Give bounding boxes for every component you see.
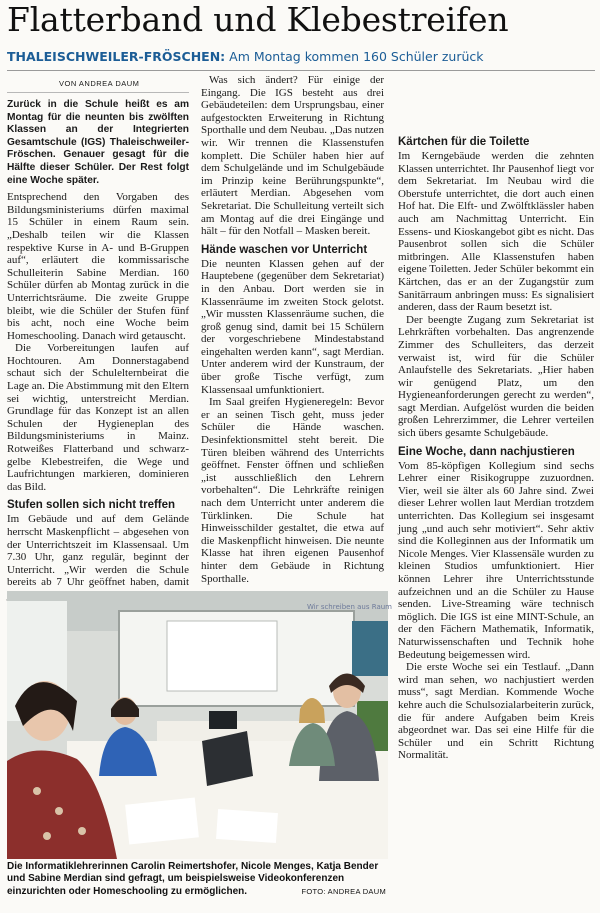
kicker-place: THALEISCHWEILER-FRÖSCHEN: <box>7 49 226 64</box>
paragraph: Was sich ändert? Für einige der Eingang. Die IGS besteht aus drei Gebäudeteilen: dem Ursprungsbau, einer aufgestockten Erweiterung in Richtung Sporthalle und dem Neubau. „Das nutzen wir. Wir trennen die Klassenstufen komplett. Die Schüler haben hier auf dem Schulgelände und im Schulgebäude im Prinzip keine Berührungspunkte“, erläutert Merdian. Abgesehen vom Sekretariat. Die Schulleitung verteilt sich am Montag auf die drei Eingänge und hält – für den Notfall – Masken bereit. <box>201 74 384 238</box>
photo-caption <box>7 861 388 898</box>
lead-paragraph: Zurück in die Schule heißt es am Montag für die neunten bis zwölften Klassen an der Integrierten Gesamtschule (IGS) Thaleischweiler-Fröschen. Genauer gesagt für die Hälfte dieser Schüler. Der Rest folgt eine Woche später. <box>7 99 189 186</box>
paragraph: Die neunten Klassen gehen auf der Hauptebene (gegenüber dem Sekretariat) in den Anbau. Dort werden sie in Klassenräume im zweiten Stock gelotst. „Wir mussten Klassenräume suchen, die groß genug sind, damit bei 15 Schülern der vorgeschriebene Mindestabstand eingehalten werden kann“, sagt Merdian. Unter anderem wird der Kunstraum, der über große Tische verfügt, zum Klassensaal umfunktioniert. <box>201 257 384 396</box>
paragraph: Im Gebäude und auf dem Gelände herrscht Maskenpflicht – abgesehen von der Unterrichtszeit im Klassensaal. Um 7.30 Uhr, ganz regulär, beginnt der Unterricht. „Wir werden die Schule bereits ab 7 Uhr geöffnet haben, damit <box>7 513 189 589</box>
subheading: Hände waschen vor Unterricht <box>201 243 368 256</box>
column-2 <box>201 74 384 586</box>
paragraph: Im Kerngebäude werden die zehnten Klassen unterrichtet. Ihr Pausenhof liegt vor dem Sekretariat. Im Neubau wird die Oberstufe unterrichtet, die dort auch einen Hof hat. Die Elft- und Zwölftklässler haben auch am Nachmittag Unterricht. Ein Essens- und Kioskangebot gibt es nicht. Das Pausenbrot sollen sich die Schüler mitbringen. Alle Klassenstufen haben eigene Toiletten. Jeder Schüler bekommt ein Kärtchen, das er an der Zugangstür zum Sanitärraum anbringen muss: Es signalisiert anderen, dass der Raum besetzt ist. <box>398 150 594 314</box>
paragraph: Der beengte Zugang zum Sekretariat ist Lehrkräften vorbehalten. Das angrenzende Zimmer des Schulleiters, das derzeit verwaist ist, wird für die Schüler Anlaufstelle des Sekretariats. „Hier haben wir genügend Platz, um den Hygieneanforderungen gerecht zu werden“, sagt Merdian. Aufgelöst wurden die beiden großen Lehrerzimmer, die Lehrer verteilen sich übers gesamte Schulgebäude. <box>398 313 594 440</box>
paragraph: Die Vorbereitungen laufen auf Hochtouren. Am Donnerstagabend schaut sich der Schulelternbeirat die Lage an. Die Abstimmung mit den Eltern sei wichtig, unterstreicht Merdian. Grundlage für das Konzept ist an allen Schulen der Hygieneplan des Bildungsministeriums in Mainz. Rotweißes Flatterband und schwarz-gelbe Klebestreifen, die Wege und Laufrichtungen markieren, dominieren das Bild. <box>7 342 189 493</box>
paragraph: Vom 85-köpfigen Kollegium sind sechs Lehrer einer Risikogruppe zuzuordnen. Vier, weil sie älter als 60 Jahre sind. Zwei dieser Lehrer wollen laut Merdian trotzdem unterrichten. Das Kollegium sei insgesamt jung „und auch sehr motiviert“. Sehr aktiv sind die Kolleginnen aus der Informatik um Nicole Menges. Vier Klassensäle wurden zu kleinen Studios umfunktioniert. Hier können Lehrer ihre Unterrichtsstunde aufzeichnen und an die Schüler zu Hause senden. Live-Streaming wäre technisch möglich. Die IGS ist eine MINT-Schule, an der den Fächern Mathematik, Informatik, Naturwissenschaften und Technik hohe Bedeutung beigemessen wird. <box>398 459 594 661</box>
photo-credit: FOTO: ANDREA DAUM <box>301 886 386 896</box>
headline: Flatterband und Klebestreifen <box>7 0 509 39</box>
subheading: Eine Woche, dann nachjustieren <box>398 445 575 458</box>
kicker <box>7 48 597 66</box>
caption-text: Die Informatiklehrerinnen Carolin Reimertshofer, Nicole Menges, Katja Bender und Sabine Merdian sind gefragt, um beispielsweise Videokonferenzen einzurichten oder Homeschooling zu ermöglichen. <box>7 861 379 897</box>
classroom-photo-illustration <box>7 591 392 859</box>
subheading: Stufen sollen sich nicht treffen <box>7 499 176 512</box>
headline-rule <box>7 70 595 71</box>
kicker-text: Am Montag kommen 160 Schüler zurück <box>229 49 484 64</box>
column-3 <box>398 74 594 912</box>
paragraph: Entsprechend den Vorgaben des Bildungsministeriums dürfen maximal 15 Schüler in einem Raum sein. „Deshalb teilen wir die Klassen respektive Kurse in A- und B-Gruppen auf“, erläutert die kommissarische Schulleiterin Sabine Merdian. 160 Schüler dürfen ab Montag zurück in die Unterrichtsräume. Die zweite Gruppe bleibt, wie die Schüler der Stufen fünf bis acht, noch eine Woche beim Homeschooling. Danach wird getauscht. <box>7 191 189 342</box>
paragraph: Die erste Woche sei ein Testlauf. „Dann wird man sehen, wo nachjustiert werden muss“, sagt Merdian. Kommende Woche kehre auch die Schulsozialarbeiterin zurück, die für andere Aufgaben beim Kreis abgeordnet war. Das sei eine Hilfe für die Schüler und ein Schritt Richtung Normalität. <box>398 661 594 762</box>
article-photo <box>7 591 392 859</box>
column-1 <box>7 74 189 589</box>
byline: VON ANDREA DAUM <box>59 79 140 88</box>
paragraph: Im Saal greifen Hygieneregeln: Bevor er an seinen Tisch geht, muss jeder Schüler die Hände waschen. Desinfektionsmittel steht bereit. Die Türen bleiben während des Unterrichts geöffnet. Fenster öffnen und schließen „ist ausschließlich den Lehrern vorbehalten“. Die Lehrkräfte reinigen nach dem Unterricht unter anderem die Türklinken. Die Schule hat Hinweisschilder gestaltet, die etwa auf die Maskenpflicht hinweisen. Die neunte Klasse hat ihren eigenen Pausenhof hinter dem Gebäude in Richtung Sporthalle. <box>201 396 384 585</box>
board-text: Wir schreiben aus Raum <box>307 603 392 611</box>
byline-rule <box>7 92 189 93</box>
subheading: Kärtchen für die Toilette <box>398 136 530 148</box>
